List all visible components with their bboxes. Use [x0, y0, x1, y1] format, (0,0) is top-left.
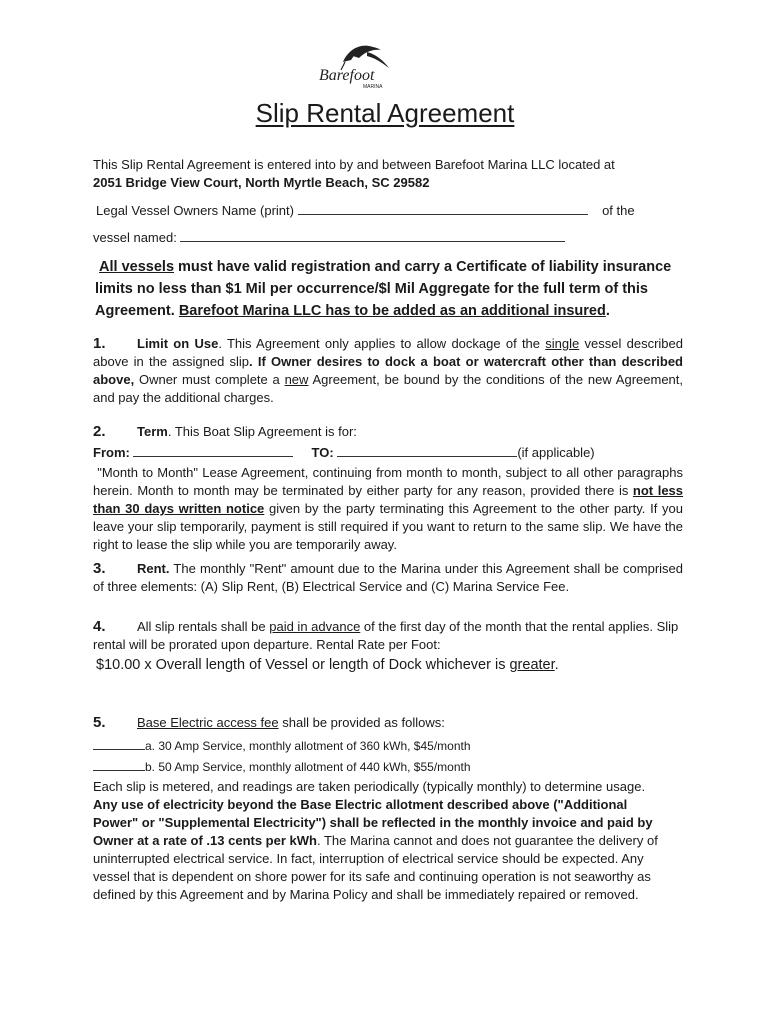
- from-label: From:: [93, 445, 130, 460]
- section-electric: 5. Base Electric access fee shall be provided as follows:: [93, 714, 445, 731]
- barefoot-marina-logo: [305, 40, 405, 90]
- to-date-field[interactable]: [337, 444, 517, 457]
- section-heading: Limit on Use: [137, 336, 219, 351]
- section-term: 2. Term. This Boat Slip Agreement is for:: [93, 423, 357, 440]
- term-dates-line: [93, 444, 683, 462]
- section-number: 1.: [93, 335, 106, 352]
- page-title: Slip Rental Agreement: [255, 98, 515, 128]
- logo-brand: Barefoot: [319, 67, 375, 84]
- electric-option-b: b. 50 Amp Service, monthly allotment of 440 kWh, $55/month: [93, 758, 683, 776]
- owner-name-label: Legal Vessel Owners Name (print): [96, 203, 294, 218]
- section-heading: Base Electric access fee: [137, 715, 279, 730]
- insurance-requirement: [95, 256, 675, 322]
- vessel-name-label: vessel named:: [93, 230, 177, 245]
- rental-rate: $10.00 x Overall length of Vessel or length of Dock whichever is greater.: [96, 657, 559, 673]
- section-heading: Rent.: [137, 561, 170, 576]
- from-date-field[interactable]: [133, 444, 293, 457]
- marina-address: 2051 Bridge View Court, North Myrtle Beach, SC 29582: [93, 175, 430, 190]
- vessel-name-field[interactable]: [180, 229, 565, 242]
- option-a-checkbox[interactable]: [93, 741, 145, 750]
- excess-electricity-rate: Any use of electricity beyond the Base Electric allotment described above ("Additional Power" or "Supplemental Electricity") shall be reflected in the monthly invoice and paid by Owner at a rate of .13 cents per kWh: [93, 797, 653, 848]
- insurance-all-vessels: All vessels: [99, 259, 175, 275]
- electric-terms: Each slip is metered, and readings are taken periodically (typically monthly) to determine usage. Any use of electricity beyond the Base Electric allotment described above ("Additional Power" or "Supplemental Electricity") shall be reflected in the monthly invoice and paid by Owner at a rate of .13 cents per kWh. The Marina cannot and does not guarantee the delivery of uninterrupted electrical service. In fact, interruption of electrical service should be expected. Any vessel that is dependent on shore power for its safe and continuing operation is not seaworthy as defined by this Agreement and by Marina Policy and shall be immediately repaired or removed.: [93, 779, 658, 902]
- owner-name-field[interactable]: [298, 202, 588, 215]
- electric-option-a: a. 30 Amp Service, monthly allotment of 360 kWh, $45/month: [93, 737, 683, 755]
- insurance-additional-insured: Barefoot Marina LLC has to be added as an additional insured: [178, 303, 606, 319]
- section-number: 3.: [93, 560, 106, 577]
- owner-line: [96, 202, 696, 220]
- vessel-line: [93, 229, 683, 247]
- term-description: "Month to Month" Lease Agreement, continuing from month to month, subject to all other paragraphs herein. Month to month may be terminated by either party for any reason, provided there is not less than 30 days written notice given by the party terminating this Agreement to the other party. If you leave your slip temporarily, payment is still required if you want to return to the same slip. We have the right to lease the slip while you are temporarily away.: [93, 465, 684, 552]
- if-applicable: (if applicable): [517, 445, 595, 460]
- to-label: TO:: [311, 445, 334, 460]
- logo-sub: MARINA: [363, 84, 383, 90]
- intro-block: [93, 156, 683, 192]
- option-b-checkbox[interactable]: [93, 762, 145, 771]
- section-payment: 4. All slip rentals shall be paid in advance of the first day of the month that the rental applies. Slip rental will be prorated upon departure. Rental Rate per Foot:: [93, 618, 679, 652]
- notice-requirement: not less than 30 days written notice: [93, 483, 684, 516]
- section-number: 5.: [93, 714, 106, 731]
- intro-line: This Slip Rental Agreement is entered into by and between Barefoot Marina LLC located at: [93, 157, 615, 172]
- insurance-period: .: [605, 303, 610, 319]
- section-number: 4.: [93, 618, 106, 635]
- section-heading: Term: [137, 424, 168, 439]
- insurance-text: must have valid registration and carry a Certificate of liability insurance limits no less than $1 Mil per occurrence/$l Mil Aggregate for the full term of this Agreement.: [95, 259, 672, 319]
- section-limit-on-use: 1. Limit on Use. This Agreement only applies to allow dockage of the single vessel described above in the assigned slip. If Owner desires to dock a boat or watercraft other than described above, Owner must complete a new Agreement, be bound by the conditions of the new Agreement, and pay the additional charges.: [93, 335, 684, 405]
- owner-suffix: of the: [602, 203, 635, 218]
- section-rent: 3. Rent. The monthly "Rent" amount due to the Marina under this Agreement shall be comprised of three elements: (A) Slip Rent, (B) Electrical Service and (C) Marina Service Fee.: [93, 560, 683, 594]
- section-number: 2.: [93, 423, 106, 440]
